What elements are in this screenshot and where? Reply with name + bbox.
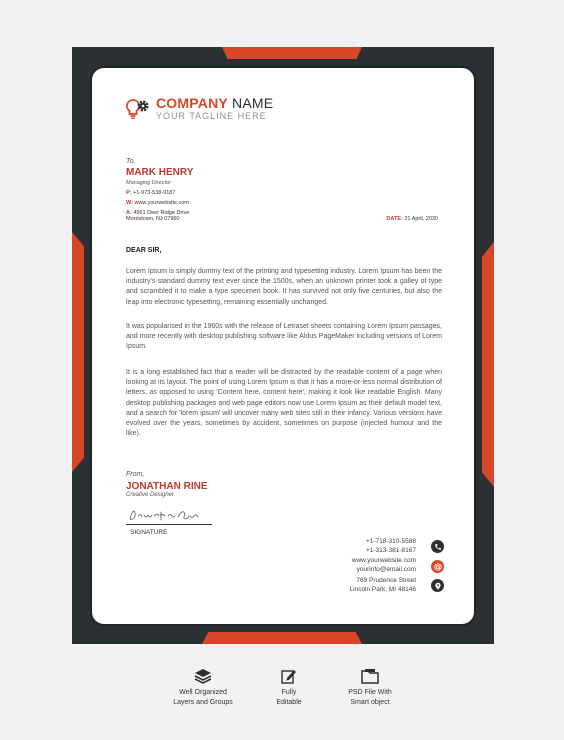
signature-label: SIGNATURE [130, 529, 168, 536]
company-name-rest: NAME [232, 95, 274, 111]
footer-address: 769 Prudence Street Lincoln Park, MI 48146 [349, 577, 416, 593]
sender-title: Creative Designer [126, 492, 175, 498]
letter-date: DATE: 21 April, 2030 [386, 216, 438, 222]
recipient-web: W: www.yourwebsite.com [126, 200, 189, 206]
feature-psd [320, 668, 420, 707]
from-label: From, [126, 471, 145, 478]
feature-line1: Fully [281, 689, 297, 696]
at-icon [431, 560, 444, 573]
gear-icon [139, 101, 147, 109]
feature-line1: PSD File With [348, 689, 392, 696]
body-paragraph-3: It is a long established fact that a reader will be distracted by the readable content of a page when looking at its layout. The point of using Lorem Ipsum is that it has a more-or-less normal distribution of letters, as opposed to using 'Content here, content here', making it look like readable English. Many desktop publishing packages and web page editors now use Lorem Ipsum as their default model text, and a search for 'lorem ipsum' will uncover many web sites still in their infancy. Various versions have evolved over the years, sometimes by accident, sometimes on purpose (injected humour and the like). [126, 369, 442, 438]
feature-layers [153, 668, 253, 707]
signature-mark [126, 507, 206, 523]
accent-stripe-left [72, 232, 84, 472]
feature-line1: Well Organized [179, 689, 227, 696]
footer-web-email: www.yourwebsite.com yourinfo@email.com [351, 557, 416, 573]
sender-name: JONATHAN RINE [126, 481, 208, 492]
company-name-bold: COMPANY [156, 95, 228, 111]
company-logo [126, 96, 273, 121]
body-paragraph-1: Lorem Ipsum is simply dummy text of the printing and typesetting industry. Lorem Ipsum has been the industry's standard dummy text ever since the 1500s, when an unknown printer took a galley of type and scrambled it to make a type specimen book. It has survived not only five centuries, but also the leap into electronic typesetting, remaining essentially unchanged. [126, 268, 442, 306]
feature-line2: Smart object [350, 698, 390, 706]
accent-stripe-bottom [202, 632, 362, 644]
feature-line2: Layers and Groups [173, 698, 233, 706]
letter-page [90, 66, 476, 626]
location-pin-icon [431, 579, 444, 592]
salutation: DEAR SIR, [126, 247, 162, 254]
body-paragraph-2: It was popularised in the 1960s with the release of Letraset sheets containing Lorem Ipsum passages, and more recently with desktop publishing software like Aldus PageMaker including versions of Lorem Ipsum. [126, 323, 442, 351]
edit-icon [281, 668, 297, 684]
recipient-title: Managing Director [126, 180, 171, 186]
feature-line2: Editable [276, 698, 302, 706]
recipient-address: A: 4961 Deer Ridge Drive Morristown, NJ 07960 [126, 210, 190, 222]
signature-line [126, 524, 212, 525]
to-label: To, [126, 158, 136, 165]
lightbulb-icon [126, 98, 152, 120]
footer-phones: +1-718-310-5588 +1-313-381-8167 [365, 538, 416, 554]
accent-stripe-top [222, 47, 362, 59]
accent-stripe-right [482, 242, 494, 487]
phone-icon [431, 540, 444, 553]
recipient-name: MARK HENRY [126, 167, 194, 178]
folder-icon [361, 668, 379, 684]
layers-icon [194, 668, 212, 684]
recipient-phone: P: +1-973-538-9187 [126, 190, 176, 196]
company-tagline: YOUR TAGLINE HERE [156, 111, 267, 121]
